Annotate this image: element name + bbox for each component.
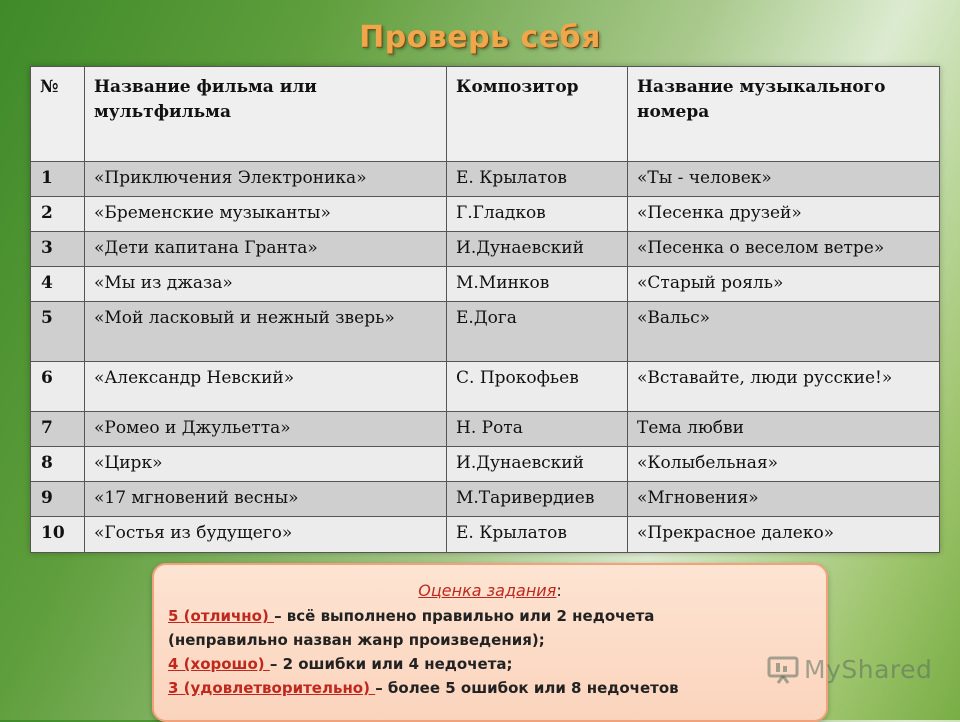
row-song: «Вставайте, люди русские!» xyxy=(628,362,940,412)
table-row xyxy=(31,447,940,482)
criterion-grade-5 xyxy=(168,604,826,628)
row-song: Тема любви xyxy=(628,412,940,447)
row-song: «Мгновения» xyxy=(628,482,940,517)
row-song: «Песенка друзей» xyxy=(628,197,940,232)
row-composer: С. Прокофьев xyxy=(447,362,628,412)
table-row xyxy=(31,162,940,197)
row-number: 6 xyxy=(31,362,85,412)
row-song: «Песенка о веселом ветре» xyxy=(628,232,940,267)
assessment-title-text: Оценка задания xyxy=(418,581,557,600)
table-header-row xyxy=(31,67,940,162)
row-number: 10 xyxy=(31,517,85,553)
row-composer: Е.Дога xyxy=(447,302,628,362)
row-film: «Александр Невский» xyxy=(85,362,447,412)
row-film: «Мы из джаза» xyxy=(85,267,447,302)
myshared-watermark xyxy=(766,654,932,684)
row-number: 2 xyxy=(31,197,85,232)
grade-3-text: – более 5 ошибок или 8 недочетов xyxy=(375,679,679,697)
row-number: 9 xyxy=(31,482,85,517)
assessment-title xyxy=(154,581,826,600)
row-composer: И.Дунаевский xyxy=(447,232,628,267)
header-number: № xyxy=(31,67,85,162)
watermark-text: MyShared xyxy=(804,654,933,684)
row-composer: Н. Рота xyxy=(447,412,628,447)
row-number: 1 xyxy=(31,162,85,197)
row-composer: Е. Крылатов xyxy=(447,517,628,553)
row-film: «Цирк» xyxy=(85,447,447,482)
assessment-panel xyxy=(152,563,828,722)
row-film: «Гостья из будущего» xyxy=(85,517,447,553)
slide-title: Проверь себя xyxy=(359,20,601,55)
row-composer: М.Таривердиев xyxy=(447,482,628,517)
row-song: «Прекрасное далеко» xyxy=(628,517,940,553)
table-row xyxy=(31,197,940,232)
row-song: «Колыбельная» xyxy=(628,447,940,482)
table-row xyxy=(31,482,940,517)
criterion-grade-4 xyxy=(168,652,826,676)
grade-4-label: 4 (хорошо) xyxy=(168,655,270,673)
row-number: 5 xyxy=(31,302,85,362)
row-film: «17 мгновений весны» xyxy=(85,482,447,517)
header-song: Название музыкального номера xyxy=(628,67,940,162)
answer-table xyxy=(30,66,940,553)
row-film: «Приключения Электроника» xyxy=(85,162,447,197)
row-number: 3 xyxy=(31,232,85,267)
header-composer: Композитор xyxy=(447,67,628,162)
row-film: «Бременские музыканты» xyxy=(85,197,447,232)
row-composer: Г.Гладков xyxy=(447,197,628,232)
row-number: 7 xyxy=(31,412,85,447)
row-composer: Е. Крылатов xyxy=(447,162,628,197)
row-number: 8 xyxy=(31,447,85,482)
presentation-board-icon xyxy=(766,654,800,684)
row-song: «Вальс» xyxy=(628,302,940,362)
row-composer: И.Дунаевский xyxy=(447,447,628,482)
grade-3-label: 3 (удовлетворительно) xyxy=(168,679,376,697)
grade-5-text: – всё выполнено правильно или 2 недочета xyxy=(274,607,655,625)
row-composer: М.Минков xyxy=(447,267,628,302)
row-song: «Старый рояль» xyxy=(628,267,940,302)
table-row xyxy=(31,412,940,447)
assessment-title-colon: : xyxy=(556,581,562,600)
grade-4-text: – 2 ошибки или 4 недочета; xyxy=(269,655,513,673)
assessment-criteria xyxy=(168,604,826,700)
row-number: 4 xyxy=(31,267,85,302)
criterion-grade-3 xyxy=(168,676,826,700)
table-row xyxy=(31,267,940,302)
table-row xyxy=(31,517,940,553)
criterion-grade-5-note: (неправильно назван жанр произведения); xyxy=(168,631,545,649)
row-film: «Дети капитана Гранта» xyxy=(85,232,447,267)
header-film: Название фильма или мультфильма xyxy=(85,67,447,162)
table-row xyxy=(31,232,940,267)
table-row xyxy=(31,302,940,362)
row-film: «Мой ласковый и нежный зверь» xyxy=(85,302,447,362)
row-film: «Ромео и Джульетта» xyxy=(85,412,447,447)
grade-5-label: 5 (отлично) xyxy=(168,607,275,625)
table-row xyxy=(31,362,940,412)
row-song: «Ты - человек» xyxy=(628,162,940,197)
